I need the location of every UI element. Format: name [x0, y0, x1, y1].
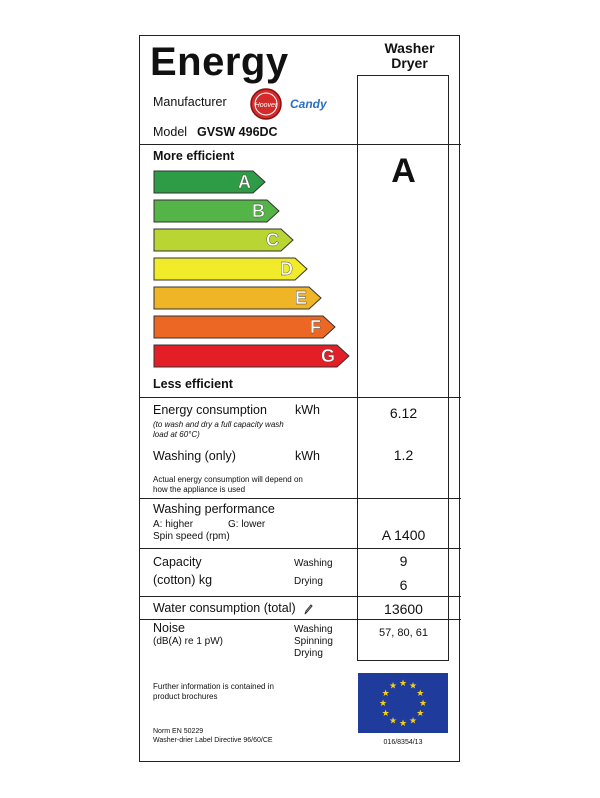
efficiency-arrow-f	[153, 315, 337, 339]
noise-value: 57, 80, 61	[379, 627, 428, 639]
efficiency-class-e: E	[294, 288, 307, 308]
capacity-drying-label: Drying	[294, 576, 323, 587]
pencil-icon	[303, 602, 313, 620]
divider	[140, 619, 461, 620]
efficiency-class-d: D	[280, 259, 293, 279]
eu-star: ★	[416, 689, 425, 699]
capacity-drying-value: 6	[399, 577, 408, 593]
label-code: 016/8354/13	[383, 739, 423, 746]
performance-lower: G: lower	[228, 519, 266, 530]
efficiency-arrow-g	[153, 344, 351, 368]
eu-star: ★	[418, 699, 428, 709]
efficiency-class-f: F	[310, 317, 321, 337]
hoover-logo	[249, 87, 283, 126]
capacity-label: Capacity	[153, 555, 202, 569]
divider	[140, 397, 461, 398]
capacity-washing-label: Washing	[294, 558, 333, 569]
svg-text:Hoover: Hoover	[254, 102, 278, 109]
water-value: 13600	[384, 601, 423, 617]
capacity-unit: (cotton) kg	[153, 573, 213, 587]
divider	[140, 548, 461, 549]
efficiency-arrow-b	[153, 199, 281, 223]
capacity-washing-value: 9	[399, 553, 408, 569]
eu-flag	[358, 673, 448, 733]
energy-unit: kWh	[295, 403, 320, 417]
eu-star: ★	[408, 716, 418, 727]
footer-norm: Norm EN 50229 Washer-drier Label Directive 96/60/CE	[153, 728, 273, 744]
washing-only-label: Washing (only)	[153, 449, 236, 463]
efficiency-arrow-a	[153, 170, 267, 194]
efficiency-class-a: A	[238, 172, 251, 192]
performance-higher: A: higher	[153, 519, 194, 530]
appliance-type: Washer Dryer	[384, 40, 435, 71]
efficiency-class-b: B	[252, 201, 265, 221]
energy-rating: A	[391, 152, 416, 190]
washing-performance-label: Washing performance	[153, 502, 275, 516]
more-efficient-label: More efficient	[153, 149, 235, 163]
energy-value: 6.12	[389, 405, 418, 421]
eu-star: ★	[398, 679, 408, 689]
energy-title: Energy	[150, 40, 289, 84]
washing-only-value: 1.2	[393, 447, 414, 463]
candy-logo: Candy	[290, 97, 327, 111]
washing-only-unit: kWh	[295, 449, 320, 463]
manufacturer-label: Manufacturer	[153, 95, 227, 109]
eu-star: ★	[416, 709, 425, 719]
noise-modes: Washing Spinning Drying	[294, 624, 333, 659]
model-label: Model	[153, 125, 188, 139]
model-value: GVSW 496DC	[197, 125, 278, 139]
eu-star: ★	[388, 716, 398, 727]
eu-star: ★	[381, 709, 390, 719]
footer-info: Further information is contained in product brochures	[153, 682, 274, 701]
divider	[140, 596, 461, 597]
energy-consumption-label: Energy consumption	[153, 403, 267, 417]
eu-star: ★	[408, 681, 418, 692]
eu-star: ★	[381, 689, 390, 699]
usage-note: Actual energy consumption will depend on how the appliance is used	[153, 475, 303, 494]
eu-star: ★	[388, 681, 398, 692]
spin-speed-label: Spin speed (rpm)	[153, 531, 230, 542]
water-consumption-label: Water consumption (total)	[153, 601, 296, 615]
divider	[140, 498, 461, 499]
energy-label	[139, 35, 460, 762]
divider	[140, 144, 461, 145]
efficiency-arrow-e	[153, 286, 323, 310]
efficiency-class-g: G	[320, 346, 335, 366]
divider	[357, 660, 449, 661]
eu-star: ★	[398, 719, 408, 729]
performance-value: A 1400	[381, 527, 426, 543]
noise-label: Noise	[153, 621, 185, 635]
efficiency-class-c: C	[266, 230, 279, 250]
less-efficient-label: Less efficient	[153, 377, 233, 391]
efficiency-arrow-c	[153, 228, 295, 252]
eu-star: ★	[378, 699, 388, 709]
noise-unit: (dB(A) re 1 pW)	[153, 636, 224, 647]
efficiency-arrow-d	[153, 257, 309, 281]
energy-note: (to wash and dry a full capacity wash load at 60°C)	[153, 420, 284, 439]
